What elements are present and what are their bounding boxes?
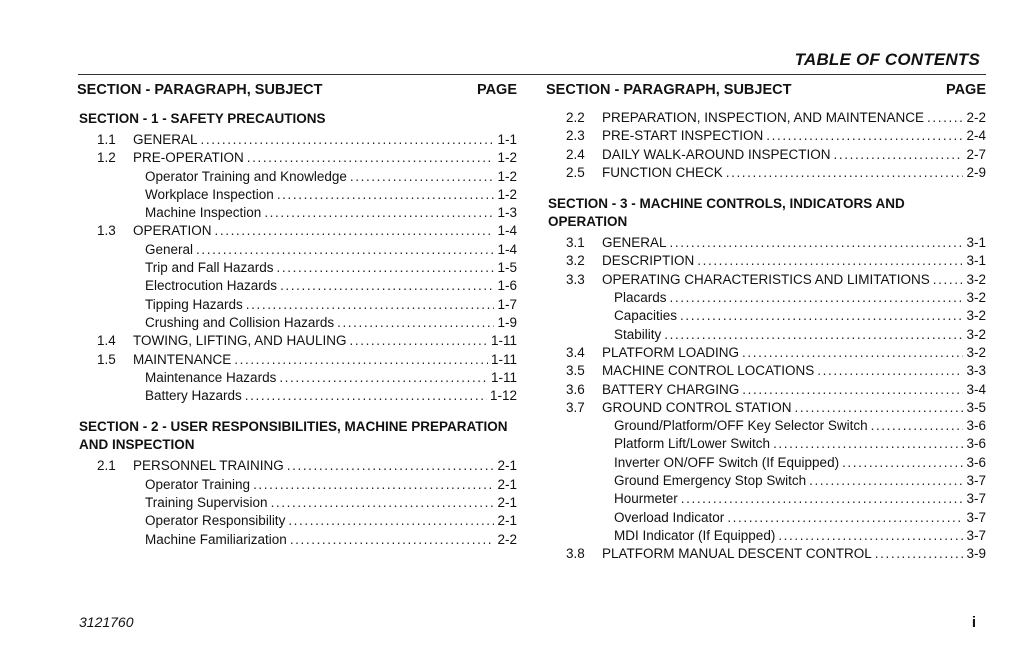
entry-title: Stability: [614, 326, 662, 342]
dot-leader: [680, 308, 963, 323]
entry-number: 2.1: [97, 458, 116, 474]
entry-title: Overload Indicator: [614, 509, 725, 525]
toc-entry[interactable]: [77, 223, 517, 241]
section-spacer: [546, 183, 986, 195]
entry-title: GROUND CONTROL STATION: [602, 399, 792, 415]
section-title: SECTION - 1 - SAFETY PRECAUTIONS: [79, 111, 326, 126]
toc-subentry[interactable]: [546, 436, 986, 454]
toc-subentry[interactable]: [77, 477, 517, 495]
toc-subentry[interactable]: [77, 242, 517, 260]
dot-leader: [933, 272, 964, 287]
entry-title: PRE-OPERATION: [133, 150, 244, 166]
dot-leader: [726, 165, 964, 180]
dot-leader: [842, 455, 963, 470]
entry-title: Trip and Fall Hazards: [145, 260, 274, 276]
entry-title: GENERAL: [602, 235, 667, 251]
entry-page: 2-4: [966, 128, 986, 144]
page-number: i: [971, 614, 976, 631]
dot-leader: [246, 297, 495, 312]
entry-page: 1-1: [497, 132, 517, 147]
toc-subentry[interactable]: [546, 491, 986, 509]
entry-page: 3-5: [966, 399, 986, 415]
entry-page: 1-2: [497, 150, 517, 166]
entry-title: OPERATING CHARACTERISTICS AND LIMITATIONS: [602, 271, 930, 287]
dot-leader: [247, 150, 495, 165]
page-title: TABLE OF CONTENTS: [794, 50, 980, 69]
entry-page: 3-4: [966, 381, 986, 397]
entry-title: PRE-START INSPECTION: [602, 128, 764, 144]
entry-number: 3.3: [566, 271, 585, 287]
toc-subentry[interactable]: [546, 327, 986, 345]
toc-entry[interactable]: [546, 345, 986, 363]
entry-title: Capacities: [614, 308, 678, 324]
column-header-page: PAGE: [945, 82, 986, 98]
entry-title: PLATFORM MANUAL DESCENT CONTROL: [602, 546, 872, 562]
entry-page: 1-11: [490, 333, 517, 349]
entry-number: 1.3: [97, 223, 116, 239]
dot-leader: [871, 418, 964, 433]
toc-entry[interactable]: [546, 272, 986, 290]
toc-subentry[interactable]: [77, 532, 517, 550]
entry-title: MDI Indicator (If Equipped): [614, 527, 776, 543]
entry-title: PLATFORM LOADING: [602, 344, 740, 360]
dot-leader: [809, 473, 963, 488]
toc-entry[interactable]: [77, 352, 517, 370]
dot-leader: [742, 345, 963, 360]
column-header-subject: SECTION - PARAGRAPH, SUBJECT: [77, 82, 323, 98]
toc-entry[interactable]: [546, 382, 986, 400]
dot-leader: [664, 327, 963, 342]
entry-page: 1-12: [489, 388, 517, 404]
dot-leader: [280, 278, 494, 293]
entry-page: 3-2: [966, 326, 986, 342]
toc-subentry[interactable]: [546, 290, 986, 308]
entry-number: 2.2: [566, 110, 585, 125]
entry-page: 3-7: [966, 473, 986, 489]
toc-subentry[interactable]: [546, 455, 986, 473]
entry-page: 2-1: [497, 495, 517, 511]
dot-leader: [773, 436, 963, 451]
toc-subentry[interactable]: [546, 418, 986, 436]
toc-entry[interactable]: [546, 546, 986, 564]
entry-page: 1-2: [497, 186, 517, 202]
entry-title: Machine Familiarization: [145, 531, 287, 547]
toc-entry[interactable]: [77, 132, 517, 150]
dot-leader: [337, 315, 494, 330]
entry-title: FUNCTION CHECK: [602, 164, 723, 180]
entry-number: 2.4: [566, 146, 585, 162]
entry-title: DAILY WALK-AROUND INSPECTION: [602, 146, 831, 162]
entry-page: 3-1: [966, 235, 986, 251]
column-header: [546, 82, 986, 102]
toc-subentry[interactable]: [546, 528, 986, 546]
entry-page: 1-6: [497, 278, 517, 294]
entry-title: PERSONNEL TRAINING: [133, 458, 284, 474]
toc-entry[interactable]: [546, 235, 986, 253]
dot-leader: [778, 528, 963, 543]
toc-subentry[interactable]: [77, 513, 517, 531]
entry-title: BATTERY CHARGING: [602, 381, 740, 397]
entry-title: General: [145, 241, 194, 257]
toc-subentry[interactable]: [546, 473, 986, 491]
dot-leader: [742, 382, 963, 397]
entry-number: 3.7: [566, 399, 585, 415]
entry-page: 3-2: [966, 271, 986, 287]
entry-title: DESCRIPTION: [602, 253, 695, 269]
column-header-page: PAGE: [476, 82, 517, 98]
toc-entry[interactable]: [546, 400, 986, 418]
entry-title: Platform Lift/Lower Switch: [614, 436, 771, 452]
toc-entry[interactable]: [77, 333, 517, 351]
dot-leader: [681, 491, 964, 506]
toc-entry[interactable]: [77, 150, 517, 168]
entry-number: 3.4: [566, 344, 585, 360]
entry-page: 3-2: [966, 290, 986, 306]
entry-title: OPERATION: [133, 223, 212, 239]
entry-title: Hourmeter: [614, 491, 678, 507]
section-title: SECTION - 3 - MACHINE CONTROLS, INDICATORS AND OPERATION: [548, 196, 905, 230]
entry-title: Tipping Hazards: [145, 296, 243, 312]
entry-title: TOWING, LIFTING, AND HAULING: [133, 333, 347, 349]
entry-title: Ground Emergency Stop Switch: [614, 473, 807, 489]
dot-leader: [271, 495, 495, 510]
entry-title: GENERAL: [133, 132, 198, 147]
entry-page: 1-7: [497, 296, 517, 312]
entry-number: 1.5: [97, 351, 116, 367]
dot-leader: [288, 513, 494, 528]
entry-page: 2-7: [966, 146, 986, 162]
dot-leader: [234, 352, 488, 367]
entry-page: 1-3: [497, 205, 517, 221]
dot-leader: [350, 169, 495, 184]
entry-page: 3-2: [966, 308, 986, 324]
entry-title: Crushing and Collision Hazards: [145, 314, 335, 330]
entry-title: Electrocution Hazards: [145, 278, 278, 294]
entry-title: Operator Training: [145, 476, 251, 492]
entry-title: Inverter ON/OFF Switch (If Equipped): [614, 454, 840, 470]
toc-subentry[interactable]: [77, 205, 517, 223]
dot-leader: [670, 235, 964, 250]
dot-leader: [670, 290, 964, 305]
entry-page: 2-9: [966, 164, 986, 180]
dot-leader: [927, 110, 963, 125]
entry-page: 2-2: [966, 110, 986, 125]
toc-subentry[interactable]: [77, 169, 517, 187]
dot-leader: [350, 333, 488, 348]
entry-number: 1.4: [97, 333, 116, 349]
entry-title: Operator Responsibility: [145, 513, 286, 529]
toc-subentry[interactable]: [77, 278, 517, 296]
entry-title: Training Supervision: [145, 495, 268, 511]
entry-number: 3.8: [566, 546, 585, 562]
column-header-subject: SECTION - PARAGRAPH, SUBJECT: [546, 82, 792, 98]
document-number: 3121760: [79, 614, 134, 630]
entry-page: 1-11: [490, 351, 517, 367]
entry-number: 3.1: [566, 235, 585, 251]
entry-page: 3-7: [966, 509, 986, 525]
entry-title: PREPARATION, INSPECTION, AND MAINTENANCE: [602, 110, 925, 125]
entry-page: 3-9: [966, 546, 986, 562]
entry-number: 2.5: [566, 164, 585, 180]
toc-subentry[interactable]: [77, 187, 517, 205]
toc-entry[interactable]: [546, 165, 986, 183]
dot-leader: [287, 458, 495, 473]
entry-number: 1.2: [97, 150, 116, 166]
dot-leader: [264, 205, 494, 220]
toc-subentry[interactable]: [77, 260, 517, 278]
entry-page: 1-4: [497, 241, 517, 257]
entry-page: 3-7: [966, 527, 986, 543]
entry-title: Placards: [614, 290, 667, 306]
entry-page: 3-3: [966, 363, 986, 379]
toc-subentry[interactable]: [546, 510, 986, 528]
entry-number: 3.2: [566, 253, 585, 269]
toc-entry[interactable]: [546, 110, 986, 128]
entry-number: 3.5: [566, 363, 585, 379]
dot-leader: [215, 223, 495, 238]
entry-page: 3-6: [966, 436, 986, 452]
entry-title: Battery Hazards: [145, 388, 242, 404]
section-title: SECTION - 2 - USER RESPONSIBILITIES, MACHINE PREPARATION AND INSPECTION: [79, 419, 508, 453]
entry-page: 1-5: [497, 260, 517, 276]
dot-leader: [253, 477, 494, 492]
toc-column-left: [77, 82, 517, 550]
toc-entry[interactable]: [77, 458, 517, 476]
entry-title: Maintenance Hazards: [145, 369, 277, 385]
entry-title: MACHINE CONTROL LOCATIONS: [602, 363, 815, 379]
dot-leader: [279, 370, 488, 385]
column-header: [77, 82, 517, 102]
section-spacer: [77, 406, 517, 418]
entry-page: 2-2: [497, 531, 517, 547]
entry-page: 3-2: [966, 344, 986, 360]
entry-page: 3-6: [966, 454, 986, 470]
entry-page: 1-2: [497, 168, 517, 184]
dot-leader: [201, 132, 495, 147]
dot-leader: [290, 532, 495, 547]
entry-title: Ground/Platform/OFF Key Selector Switch: [614, 418, 868, 434]
entry-page: 3-6: [966, 418, 986, 434]
dot-leader: [834, 147, 964, 162]
toc-subentry[interactable]: [77, 315, 517, 333]
toc-subentry[interactable]: [77, 370, 517, 388]
dot-leader: [196, 242, 494, 257]
entry-page: 3-7: [966, 491, 986, 507]
entry-title: Machine Inspection: [145, 205, 262, 221]
toc-subentry[interactable]: [546, 308, 986, 326]
toc-subentry[interactable]: [77, 297, 517, 315]
entry-number: 2.3: [566, 128, 585, 144]
toc-entry[interactable]: [546, 147, 986, 165]
entry-title: Operator Training and Knowledge: [145, 168, 347, 184]
entry-page: 2-1: [497, 513, 517, 529]
toc-entry[interactable]: [546, 363, 986, 381]
toc-subentry[interactable]: [77, 388, 517, 406]
entry-page: 1-4: [497, 223, 517, 239]
toc-subentry[interactable]: [77, 495, 517, 513]
entry-page: 1-9: [497, 314, 517, 330]
dot-leader: [766, 128, 963, 143]
entry-page: 2-1: [497, 458, 517, 474]
dot-leader: [817, 363, 963, 378]
entry-page: 3-1: [966, 253, 986, 269]
toc-column-right: [546, 82, 986, 565]
dot-leader: [277, 187, 495, 202]
entry-number: 3.6: [566, 381, 585, 397]
dot-leader: [795, 400, 964, 415]
entry-page: 1-11: [490, 369, 517, 385]
header-rule: [78, 74, 986, 75]
dot-leader: [875, 546, 964, 561]
dot-leader: [277, 260, 495, 275]
entry-title: MAINTENANCE: [133, 351, 232, 367]
dot-leader: [697, 253, 963, 268]
dot-leader: [245, 388, 487, 403]
entry-number: 1.1: [97, 132, 116, 147]
toc-entry[interactable]: [546, 128, 986, 146]
toc-entry[interactable]: [546, 253, 986, 271]
entry-title: Workplace Inspection: [145, 186, 274, 202]
entry-page: 2-1: [497, 476, 517, 492]
dot-leader: [727, 510, 963, 525]
